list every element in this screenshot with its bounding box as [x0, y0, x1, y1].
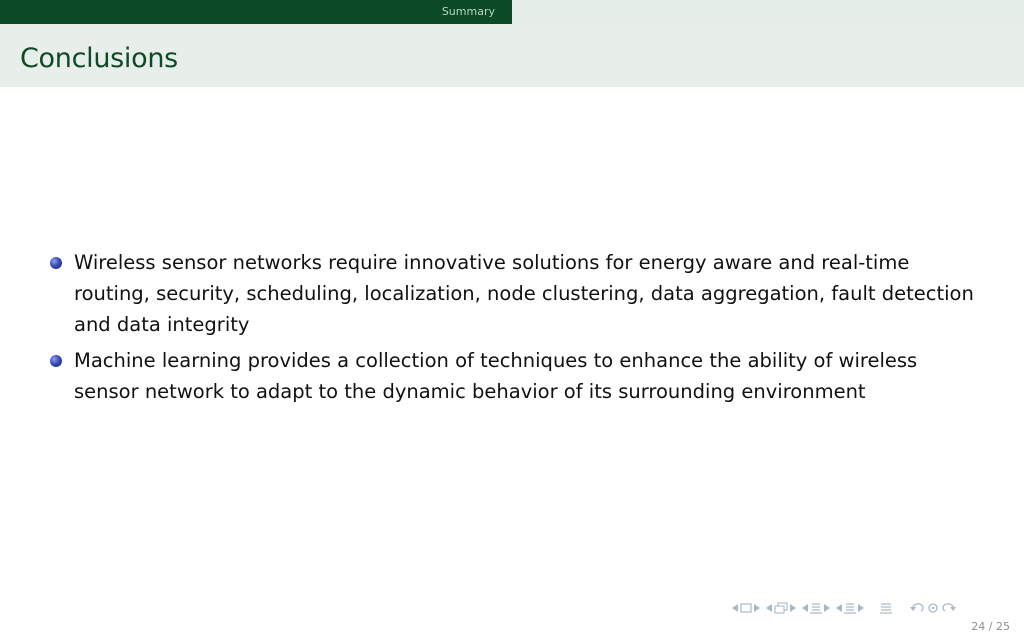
subsection-prev-icon[interactable]: [766, 604, 772, 612]
presentation-next-icon[interactable]: [858, 604, 864, 612]
section-navigation: [802, 602, 830, 614]
appendix-icon[interactable]: [880, 602, 892, 614]
bullet-list: [50, 247, 980, 412]
page-number: 24 / 25: [971, 620, 1010, 633]
list-item: [50, 345, 980, 407]
presentation-navigation: [836, 602, 864, 614]
frame-next-icon[interactable]: [754, 604, 760, 612]
section-link-summary[interactable]: Summary: [0, 0, 512, 24]
section-prev-icon[interactable]: [802, 604, 808, 612]
search-navigation: [910, 602, 956, 614]
presentation-prev-icon[interactable]: [836, 604, 842, 612]
section-next-icon[interactable]: [824, 604, 830, 612]
forward-icon[interactable]: [942, 602, 956, 614]
section-navigation-bar: [0, 0, 1024, 24]
frame-title-bar: [0, 24, 1024, 87]
section-icon[interactable]: [810, 602, 822, 614]
back-icon[interactable]: [910, 602, 924, 614]
subsection-next-icon[interactable]: [790, 604, 796, 612]
search-icon[interactable]: [926, 602, 940, 614]
bullet-icon: [50, 257, 62, 269]
beamer-navigation-symbols: [732, 600, 956, 616]
list-item-text: Machine learning provides a collection of techniques to enhance the ability of wireless sensor network to adapt to the dynamic behavior of its surrounding environment: [74, 349, 918, 403]
bullet-icon: [50, 355, 62, 367]
subsection-navigation: [766, 602, 796, 614]
subsection-icon[interactable]: [774, 602, 788, 614]
appendix-navigation: [880, 602, 892, 614]
list-item-text: Wireless sensor networks require innovative solutions for energy aware and real-time routing, security, scheduling, localization, node clustering, data aggregation, fault detection and data integrity: [74, 251, 974, 336]
frame-title: Conclusions: [20, 43, 178, 74]
presentation-icon[interactable]: [844, 602, 856, 614]
frame-navigation: [732, 603, 760, 613]
frame-icon[interactable]: [740, 603, 752, 613]
frame-prev-icon[interactable]: [732, 604, 738, 612]
list-item: [50, 247, 980, 340]
